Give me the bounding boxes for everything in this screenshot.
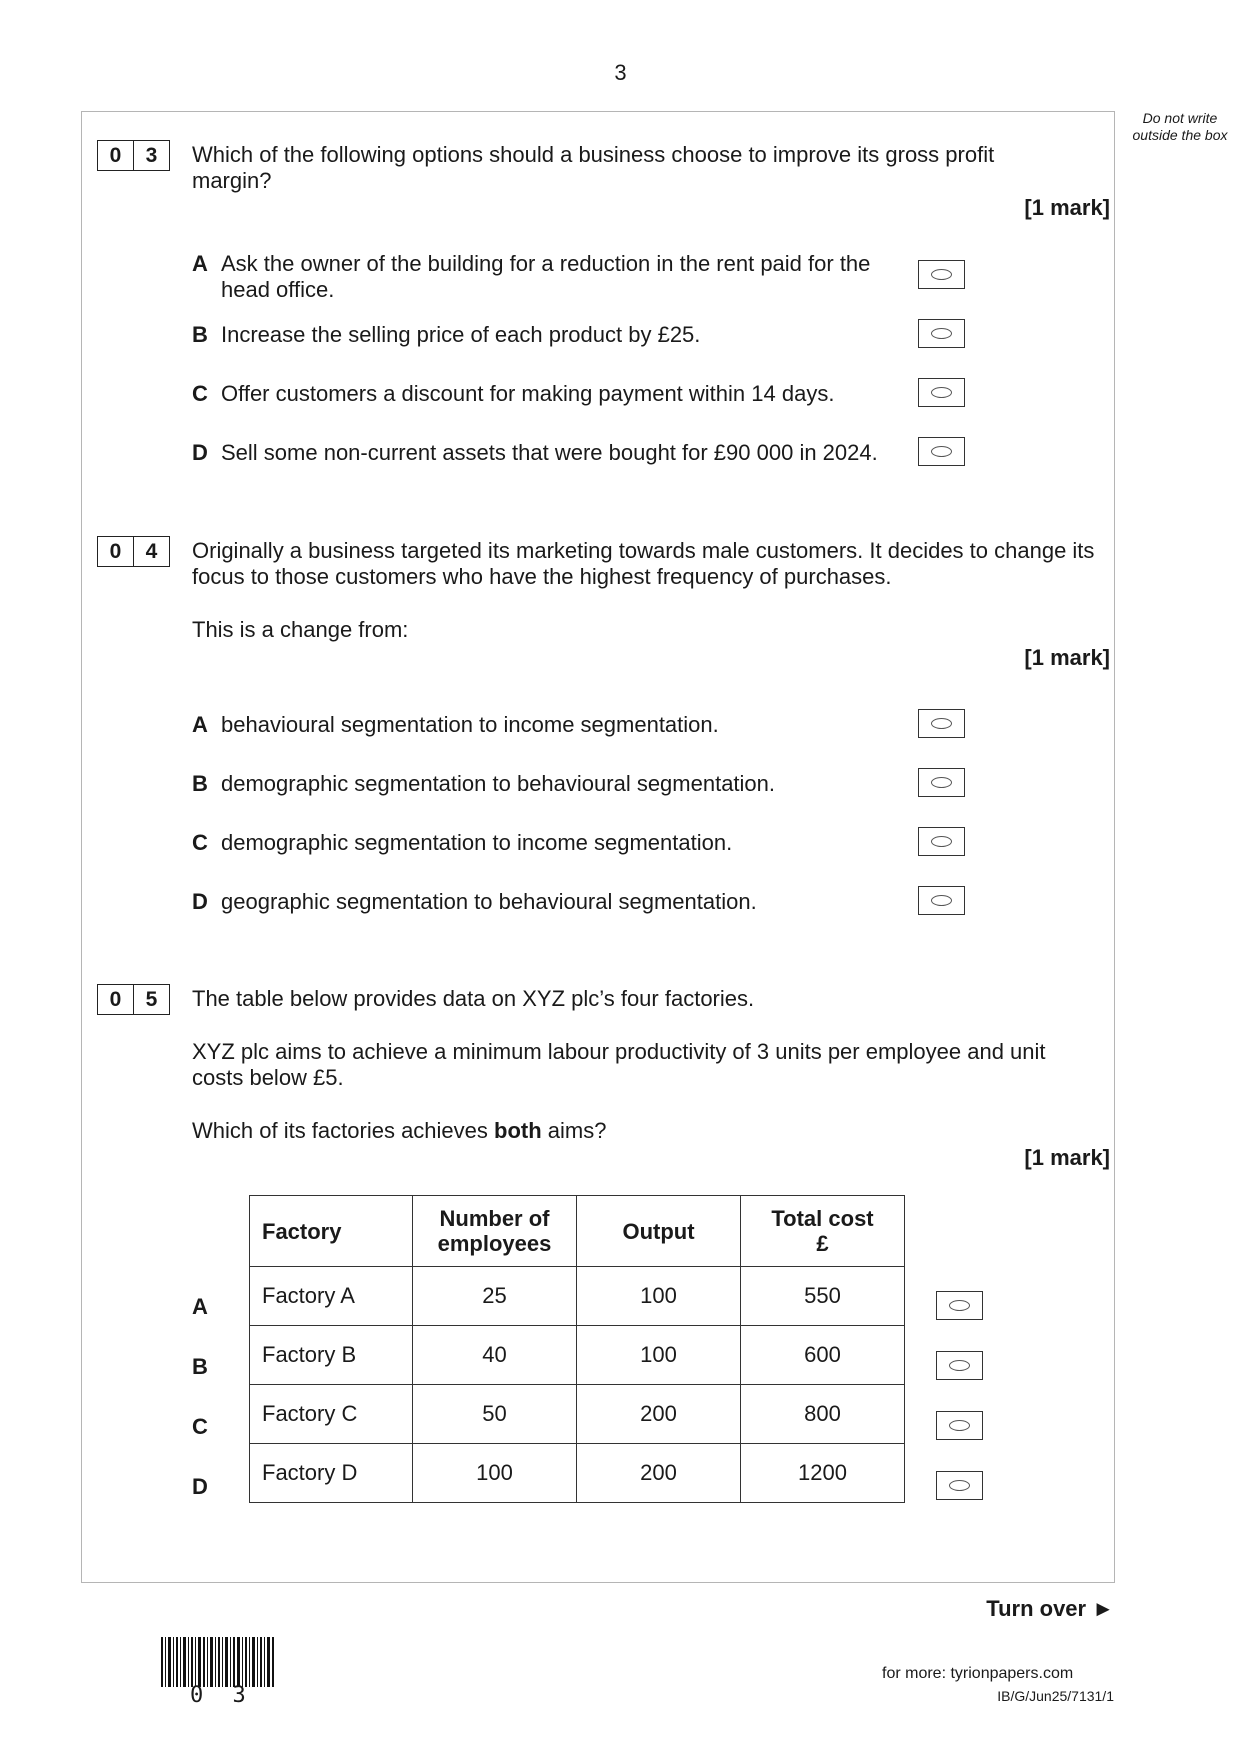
row-letter: A bbox=[192, 1294, 208, 1319]
row-letter: B bbox=[192, 1354, 208, 1379]
question-number-digit: 0 bbox=[109, 143, 122, 167]
column-header: Total cost £ bbox=[741, 1196, 905, 1267]
table-cell: Factory C bbox=[250, 1385, 413, 1444]
footer-paper-code: IB/G/Jun25/7131/1 bbox=[997, 1688, 1114, 1704]
option-c bbox=[192, 830, 912, 856]
answer-checkbox-a[interactable] bbox=[918, 260, 965, 289]
option-a bbox=[192, 712, 912, 738]
table-cell: 100 bbox=[577, 1267, 741, 1326]
answer-checkbox-b[interactable] bbox=[936, 1351, 983, 1380]
option-letter: B bbox=[192, 771, 208, 796]
table-cell: Factory A bbox=[250, 1267, 413, 1326]
oval-icon bbox=[931, 269, 952, 280]
question-number-digit: 0 bbox=[109, 539, 122, 563]
oval-icon bbox=[949, 1480, 970, 1491]
option-letter: A bbox=[192, 251, 208, 276]
oval-icon bbox=[931, 328, 952, 339]
footer-website: for more: tyrionpapers.com bbox=[882, 1665, 1074, 1682]
turn-over-label: Turn over ► bbox=[986, 1596, 1114, 1621]
question-number-box bbox=[97, 984, 170, 1015]
answer-checkbox-c[interactable] bbox=[936, 1411, 983, 1440]
option-letter: A bbox=[192, 712, 208, 737]
column-header: Output bbox=[577, 1196, 741, 1267]
table-cell: 600 bbox=[741, 1326, 905, 1385]
oval-icon bbox=[949, 1420, 970, 1431]
answer-checkbox-d[interactable] bbox=[936, 1471, 983, 1500]
answer-checkbox-b[interactable] bbox=[918, 319, 965, 348]
option-text: Increase the selling price of each product by £25. bbox=[221, 322, 701, 347]
table-cell: Factory B bbox=[250, 1326, 413, 1385]
table-row bbox=[250, 1385, 905, 1444]
mark-allocation: [1 mark] bbox=[1024, 195, 1110, 220]
option-letter: C bbox=[192, 381, 208, 406]
answer-checkbox-a[interactable] bbox=[936, 1291, 983, 1320]
table-cell: 800 bbox=[741, 1385, 905, 1444]
option-text: geographic segmentation to behavioural segmentation. bbox=[221, 889, 757, 914]
table-cell: 25 bbox=[413, 1267, 577, 1326]
table-row bbox=[250, 1326, 905, 1385]
table-cell: 50 bbox=[413, 1385, 577, 1444]
table-row bbox=[250, 1267, 905, 1326]
answer-checkbox-c[interactable] bbox=[918, 378, 965, 407]
oval-icon bbox=[931, 777, 952, 788]
option-text: demographic segmentation to income segmentation. bbox=[221, 830, 733, 855]
table-cell: 200 bbox=[577, 1444, 741, 1503]
page-number: 3 bbox=[614, 60, 627, 85]
table-cell: 550 bbox=[741, 1267, 905, 1326]
question-stem: XYZ plc aims to achieve a minimum labour productivity of 3 units per employee and unit costs below £5. bbox=[192, 1039, 1046, 1090]
option-a bbox=[192, 251, 912, 303]
margin-note: Do not write outside the box bbox=[1132, 110, 1228, 143]
column-header: Factory bbox=[250, 1196, 413, 1267]
table-cell: 100 bbox=[577, 1326, 741, 1385]
option-letter: D bbox=[192, 889, 208, 914]
mark-allocation: [1 mark] bbox=[1024, 645, 1110, 670]
question-number-digit: 4 bbox=[133, 537, 169, 566]
emphasis: both bbox=[494, 1118, 542, 1143]
question-stem: Which of the following options should a business choose to improve its gross profit margin? bbox=[192, 142, 995, 193]
question-number-digit: 5 bbox=[133, 985, 169, 1014]
table-header-row bbox=[250, 1196, 905, 1267]
row-letter: C bbox=[192, 1414, 208, 1439]
question-stem: Originally a business targeted its marketing towards male customers. It decides to change its focus to those customers who have the highest frequency of purchases. bbox=[192, 538, 1095, 589]
option-b bbox=[192, 322, 912, 348]
factory-data-table bbox=[249, 1195, 905, 1503]
question-stem: The table below provides data on XYZ plc’s four factories. bbox=[192, 986, 755, 1011]
oval-icon bbox=[949, 1360, 970, 1371]
question-number-box bbox=[97, 536, 170, 567]
option-text: Sell some non-current assets that were bought for £90 000 in 2024. bbox=[221, 440, 878, 465]
row-letter: D bbox=[192, 1474, 208, 1499]
option-d bbox=[192, 440, 912, 466]
option-text: Offer customers a discount for making payment within 14 days. bbox=[221, 381, 835, 406]
barcode-icon bbox=[161, 1637, 276, 1687]
answer-checkbox-a[interactable] bbox=[918, 709, 965, 738]
answer-checkbox-c[interactable] bbox=[918, 827, 965, 856]
oval-icon bbox=[931, 895, 952, 906]
option-letter: D bbox=[192, 440, 208, 465]
question-number-digit: 3 bbox=[133, 141, 169, 170]
table-cell: 200 bbox=[577, 1385, 741, 1444]
oval-icon bbox=[931, 387, 952, 398]
oval-icon bbox=[949, 1300, 970, 1311]
oval-icon bbox=[931, 836, 952, 847]
option-text: demographic segmentation to behavioural segmentation. bbox=[221, 771, 776, 796]
table-cell: 100 bbox=[413, 1444, 577, 1503]
question-stem: This is a change from: bbox=[192, 617, 409, 642]
question-number-box bbox=[97, 140, 170, 171]
table-cell: 1200 bbox=[741, 1444, 905, 1503]
option-text: Ask the owner of the building for a reduction in the rent paid for the head office. bbox=[221, 251, 871, 302]
option-text: behavioural segmentation to income segmentation. bbox=[221, 712, 719, 737]
answer-checkbox-b[interactable] bbox=[918, 768, 965, 797]
question-number-digit: 0 bbox=[109, 987, 122, 1011]
option-letter: C bbox=[192, 830, 208, 855]
column-header: Number of employees bbox=[413, 1196, 577, 1267]
table-cell: 40 bbox=[413, 1326, 577, 1385]
option-b bbox=[192, 771, 912, 797]
option-d bbox=[192, 889, 912, 915]
oval-icon bbox=[931, 446, 952, 457]
option-c bbox=[192, 381, 912, 407]
mark-allocation: [1 mark] bbox=[1024, 1145, 1110, 1170]
barcode-digits: 0 3 bbox=[190, 1683, 254, 1708]
option-letter: B bbox=[192, 322, 208, 347]
answer-checkbox-d[interactable] bbox=[918, 886, 965, 915]
oval-icon bbox=[931, 718, 952, 729]
table-row bbox=[250, 1444, 905, 1503]
question-stem: Which of its factories achieves both aims? bbox=[192, 1118, 607, 1143]
table-cell: Factory D bbox=[250, 1444, 413, 1503]
answer-checkbox-d[interactable] bbox=[918, 437, 965, 466]
